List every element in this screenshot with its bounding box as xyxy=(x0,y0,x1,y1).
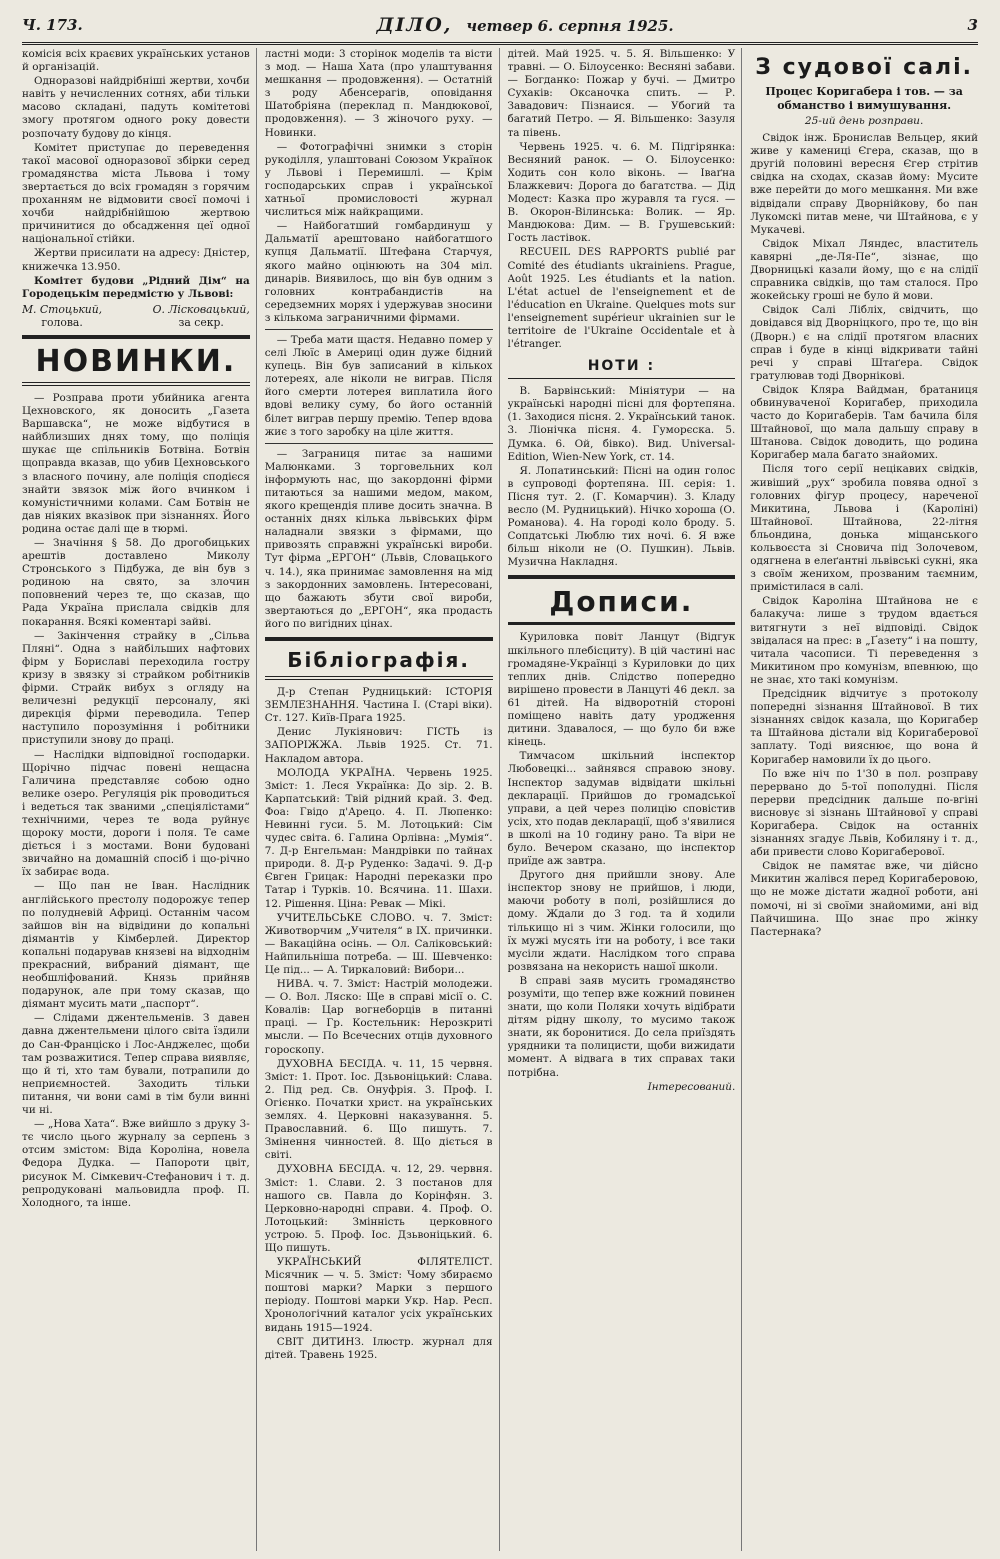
court-paragraph: Після того серії нецікавих свідків, живіший „рух“ зробила повява одної з головних фігур процесу, нареченої Микитина, Львова і (Кароліні) Штайнової. Штайнова, 22-літня бльондина, донька міщанського кольвоєста зі Сновича під Золочевом, одягнена в елеґантні львівські сукні, яка з своїм женихом, прозваним таємним, примістилася в салі. xyxy=(750,463,978,594)
column-2 xyxy=(265,48,500,1551)
bibliography-entry: Д-р Степан Рудницький: ІСТОРІЯ ЗЕМЛЕЗНАННЯ. Частина І. (Старі віки). Ст. 127. Київ-Прага 1925. xyxy=(264,686,493,725)
bibliography-entry: ДУХОВНА БЕСІДА. ч. 12, 29. червня. Зміст: 1. Слави. 2. З постанов для нашого св. Павла до Корінфян. 3. Церковно-народні справи. 4. Проф. О. Лотоцький: Змінність церковного устрою. 5. Проф. Іос. Дзьвоніцький. 6. Що пишуть. xyxy=(264,1163,493,1254)
news-item: — Треба мати щастя. Недавно помер у селі Люїс в Америці один дуже бідний купець. Він був записаний в кількох лотереях, але ніколи не виграв. Після його смерти лотерея виплатила його вдові велику суму, бо його останній білет виграв першу премію. Тепер вдова жиє з того заробку на ціле життя. xyxy=(264,333,493,438)
text-paragraph: RECUEIL DES RAPPORTS publié par Comité des étudiants ukrainiens. Prague, Août 1925. Les étudiants et la nation. L'état actuel de l'enseignement et de l'éducation en Ukraine. Quelques mots sur l'enseignement supérieur ukrainien sur le territoire de l'Ukraine Occidentale et à l'étranger. xyxy=(507,246,736,351)
text-paragraph: комісія всіх краєвих українських установ й організацій. xyxy=(22,48,250,74)
bibliography-entry: НИВА. ч. 7. Зміст: Настрій молодежи. — О. Вол. Ляско: Ще в справі місії о. С. Ковалів: Цар вогнеборців в питанні праці. — Гр. Костельник: Нерозкриті мысли. — По Всечесних отців духовного гороскопу. xyxy=(264,978,493,1056)
news-item: — Заграниця питає за нашими Малюнками. З торговельних кол інформують нас, що закордонні фірми питаються за нашими медом, маком, якого крещендія пливе досить значна. В останніх днях кілька львівських фірм наладнали звязки з фірмами, що привозять справжні українські вироби. Тут фірма „ЕРГОН“ (Львів, Словацького ч. 14.), яка принимає замовлення на мід з закордонних замовлень. Інтересовані, що бажають збути свої вироби, звертаються до „ЕРГОН“, яка продасть його по вигідних цінах. xyxy=(264,447,493,630)
divider xyxy=(265,443,493,444)
signature-role: голова. xyxy=(41,315,83,329)
signature-name: М. Стоцький, xyxy=(22,302,103,316)
masthead-center xyxy=(377,14,674,36)
news-item: — Наслідки відповідної господарки. Щорічно підчас повені нещасна Галичина представляє собою одно велике озеро. Регуляція рік проводиться і ведеться так званими „спеціялістами“ технічними, через те вода руйнує щороку мости, дороги і поля. Те саме діється і з мостами. Вони будовані звичайно на домашній спосіб і що-річно їх забирає вода. xyxy=(22,748,250,879)
text-paragraph: дітей. Май 1925. ч. 5. Я. Вільшенко: У травні. — О. Білоусенко: Весняні забави. — Богданко: Пожар у бучі. — Дмитро Сухаків: Оксаночка спить. — Р. Завадович: Пізнаися. — Убогий та багатий Петро. — Я. Вільшенко: Зазуля та півень. xyxy=(507,48,736,139)
divider xyxy=(265,637,493,641)
text-paragraph: Комітет приступає до переведення такої масової одноразової збірки серед громадянства міста Львова і тому звертається до всіх громадян з горячим проханням не відмовити своєї помочі і хочби найдрібнійшою жертвою причинитися до обсадження цеї одної національної стійки. xyxy=(22,141,250,246)
section-heading-notes: НОТИ : xyxy=(508,357,736,379)
page-number: 3 xyxy=(967,16,978,34)
court-day: 25-ий день розправи. xyxy=(804,115,924,127)
bibliography-entry: УКРАЇНСЬКИЙ ФІЛЯТЕЛІСТ. Місячник — ч. 5. Зміст: Чому збираємо поштові марки? Марки з першого періоду. Поштові марки Укр. Нар. Респ. Хронологічний каталог усіх українських видань 1915—1924. xyxy=(264,1256,493,1334)
news-item: — Слідами джентельменів. З давен давна джентельмени цілого світа їздили до Сан-Франціско і Лос-Анджелес, щоби там розважитися. Тепер справа виявляє, що й ті, хто там бували, потрапили до неприємностей. Заходить тільки питання, чи вони самі в тім були винні чи ні. xyxy=(22,1012,250,1117)
court-paragraph: Свідок Кляра Вайдман, братаниця обвинуваченої Коригабер, приходила часто до Коригаберів. Там бачила біля Штайнової, що мала дальшу справу в Штанова. Свідок доводить, що родина Коригабер мала багато знайомих. xyxy=(750,383,978,462)
text-paragraph: Жертви присилати на адресу: Дністер, книжечка 13.950. xyxy=(22,247,250,273)
report-paragraph: Куриловка повіт Ланцут (Відгук шкільного плебісциту). В цій частині нас громадяне-Українці з Куриловки до цих теплих днів. Слідство попередно вирішено провести в Ланцуті 46 декл. за 61 дітей. На відворотній стороні поміщено навіть дату уродження дитини. Здавалося, — що було би вже кінець. xyxy=(507,631,736,749)
report-paragraph: В справі заяв мусить громадянство розуміти, що тепер вже кожний повинен знати, що коли Поляки хочуть відібрати дітям рідну школу, то мусимо також знати, як боронитися. До села приїздять урядники та полицисти, щоби вижидати момент. А відвага в тих справах таки потрібна. xyxy=(507,974,736,1079)
court-paragraph: Свідок Міхал Ляндес, властитель кавярні „де-Ля-Пе“, зізнає, що Дворницькі казали йому, що є на слідії справника свідків, що там сталося. Про жокейську гроші не було й мови. xyxy=(750,237,978,303)
issue-date: четвер 6. серпня 1925. xyxy=(466,17,674,35)
text-paragraph: ластні моди: 3 сторінок моделів та вісти з мод. — Наша Хата (про улаштування мешкання — продовження). — Остатній з роду Абенсерагів, оповідання Шатобріяна (переклад п. Мандюкової, продовження). — З жіночого руху. — Новинки. xyxy=(264,48,493,139)
column-1 xyxy=(22,48,257,1551)
notes-entry: В. Барвінський: Мініятури — на українські народні пісні для фортепяна. (1. Заходися пісня. 2. Український танок. 3. Ліонічка пісня. 4. Гуморєска. 5. Думка. 6. Ой, бівко). Вид. Universal-Edition, Wien-New York, ст. 14. xyxy=(507,385,736,463)
newspaper-title: ДІЛО, xyxy=(376,14,453,36)
signature-role: за секр. xyxy=(178,315,224,329)
signatures xyxy=(22,303,250,329)
bibliography-entry: МОЛОДА УКРАЇНА. Червень 1925. Зміст: 1. Леся Українка: До зір. 2. В. Карпатський: Твій рідний край. 3. Фед. Фоа: Гвідо д'Арецо. 4. П. Люпенко: Невинні гуси. 5. М. Лотоцький: Сім чудес світа. 6. Галина Орлівна: „Мумія“. 7. Д-р Енгельман: Мандрівки по тайнах природи. 8. Д-р Руденко: Задачі. 9. Д-р Євген Грицак: Народні переказки про Татар і Турків. 10. Всячина. 11. Шахи. 12. Рішення. Ціна: Ревак — Мікі. xyxy=(264,766,493,910)
signature-name: О. Лісковацький, xyxy=(152,302,250,316)
court-paragraph: Свідок не памятає вже, чи дійсно Микитин жалівся перед Коригаберовою, що не може дістати жадної роботи, ані помочі, ні зі своїми знайомими, ані від Пайчишина. Що знає про жінку Пастернака? xyxy=(750,860,978,938)
news-item: — Найбогатший гомбардинуш у Дальматії арештовано найбогатшого купця Дальматії. Штефана Старчуя, якого майно оцінюють на 304 міл. динарів. Виявилось, що він був одним з головних контрабандистів на середземних морях і удержував зносини з кількома заграничними фірмами. xyxy=(264,220,493,324)
column-3 xyxy=(508,48,743,1551)
news-item: — Що пан не Іван. Наслідник англійського престолу подорожує тепер по полудневій Африці. Останнім часом зайшов він на відвідини до копальні діямантів у Кімберлей. Директор копальні подарував князеві на відходнім прекрасний, вибраний діямант, ще необшліфований. Князь прийняв подарунок, але при тому сказав, що діямант мусить мати „паспорт“. xyxy=(22,880,250,1011)
masthead xyxy=(22,8,978,45)
news-item: — „Нова Хата“. Вже вийшло з друку 3-тє число цього журналу за серпень з отсим змістом: Віда Короліна, новела Федора Дудка. — Папороти цвіт, рисунок М. Сімкевич-Стефанович і т. д. репродуковані мальовидла проф. П. Холодного, та інше. xyxy=(22,1118,250,1209)
court-paragraph: Свідок Кароліна Штайнова не є балакуча: лише з трудом вдається витягнути з неї відповіді. Свідок звідалася на прес: в „Ґазету“ і на пошту, читала часописи. Ті переведення з Микитином про комунізм, впевнюю, що не знає, хто такі комунізм. xyxy=(750,595,978,686)
bibliography-entry: СВІТ ДИТИНЗ. Ілюстр. журнал для дітей. Травень 1925. xyxy=(264,1335,493,1361)
divider xyxy=(22,335,250,339)
court-paragraph: Предсідник відчитує з протоколу попередні зізнання Штайнової. В тих зізнаннях свідок казала, що Коригабер та Штайнова дістали від Коригаберової заплату. Тоді вияснює, що вона й Коригабер намовили їх до цього. xyxy=(750,688,978,766)
notes-entry: Я. Лопатинський: Пісні на один голос в супроводі фортепяна. ІІІ. серія: 1. Пісня тут. 2. (Г. Комарчин). 3. Кладу весло (М. Рудницький). Нічко хороша (О. Романова). 4. На городі коло броду. 5. Сопдатські Люблю тих ночі. 6. Я вже більш ніколи не (О. Пушкин). Львів. Музична Накладня. xyxy=(507,464,736,569)
bibliography-entry: ДУХОВНА БЕСІДА. ч. 11, 15 червня. Зміст: 1. Прот. Іос. Дзьвоніцький: Слава. 2. Під ред. Св. Онуфрія. 3. Проф. І. Огієнко. Початки христ. на українських землях. 4. Церковні наказування. 5. Православний. 6. Що пишуть. 7. Змінення чинностей. 8. Що діється в світі. xyxy=(264,1057,493,1162)
text-paragraph: Одноразові найдрібніші жертви, хочби навіть у нечисленних сотнях, аби тільки масово складані, падуть комітетові змогу протягом одного року довести розпочату будову до кінця. xyxy=(22,75,250,140)
column-4 xyxy=(750,48,978,1551)
report-signature: Інтересований. xyxy=(647,1080,736,1093)
news-item: — Розправа проти убийника агента Цехновского, як доносить „Газета Варшавска“, не може відбутися в найблизших днях тому, що поліція шукає ще спільників Ботвіна. Ботвін щоправда вказав, що убив Цехновського з власного почину, але поліція сподієся знайти звязок між його вчинком і комуністичними колами. Сам Ботвін не дав ніяких вказівок при зізнаннях. Його родина остає далі ще в тюрмі. xyxy=(22,391,250,535)
text-paragraph: — Фотографічні знимки з сторін рукоділля, улаштовані Союзом Українок у Львові і Перемишлі. — Крім господарських справ і української хатньої промисловості журнал числиться між найкращими. xyxy=(264,140,493,219)
news-item: — Закінчення страйку в „Сільва Пляні“. Одна з найбільших нафтових фірм у Бориславі переходила гостру кризу в звязку зі страйком робітників фірми. Страйк вибух з огляду на величезні редукції персоналу, які дирекція фірми переводила. Тепер наступило порозуміння і робітники приступили знову до праці. xyxy=(22,629,250,747)
bibliography-entry: УЧИТЕЛЬСЬКЕ СЛОВО. ч. 7. Зміст: Животворчим „Учителя“ в ІХ. причинки. — Вакаційна осінь. — Ол. Саліковський: Найпильніша потреба. — Ш. Шевченко: Це під... — А. Тиркаловий: Вибори... xyxy=(264,911,493,976)
court-paragraph: Свідок Салі Лібліх, свідчить, що довідався від Дворніцкого, про те, що він (Дворн.) є на слідії протягом власних справ і буде в кінці відкривати тайні речі у справі Штаґера. Свідок гратулював тоді Дворнікові. xyxy=(750,304,978,382)
divider xyxy=(508,575,736,579)
signature-2 xyxy=(153,303,250,329)
court-paragraph: По вже ніч по 1'30 в пол. розправу перервано до 5-тої пополудні. Після перерви предсідник дальше по-вгіні висновує зі зізнань Штайнової у справі Коригабера. Свідок на останніх зізнаннях згадує Львів, Кобиляну і т. д., аби привести слово Коригаберової. xyxy=(750,767,978,859)
news-item: — Значіння § 58. До дрогобицьких арештів доставлено Миколу Стронського з Підбужа, де він був з родиною на свято, за злочин поповнений через те, що сказав, що Рада Україна прислала свідків для покарання. Всякі коментарі зайві. xyxy=(22,537,250,628)
columns xyxy=(22,48,978,1551)
issue-number: Ч. 173. xyxy=(22,16,83,34)
court-subtitle: Процес Коригаберa і тов. — за обманство і вимушування. xyxy=(765,85,963,112)
court-paragraph: Свідок інж. Бронислав Вельцер, який живе у камениці Єгера, сказав, що в другій половині вересня Єгер стрітив свідка на сходах, сказав йому: Мусите вже перейти до мого мешкання. Ми вже відвідали справу Дворнійкову, бо пан Лукомскі питав мене, чи Штайнова, є у Мукачеві. xyxy=(750,132,978,236)
section-heading-news: НОВИНКИ. xyxy=(22,345,250,386)
section-heading-bibliography: Бібліографія. xyxy=(265,647,493,680)
committee-line: Комітет будови „Рідний Дім“ на Городецькім передмістю у Львові: xyxy=(22,274,250,300)
report-paragraph: Тимчасом шкільний інспектор Любовецкі... зайнявся справою знову. Інспектор задумав відвідати шкільні декларації. Прийшов до громадської управи, а цей через полицію сповістив усіх, хто подав декларації, щоб з'явилися в школі на 10 годину рано. Та віри не було. Вечером сказано, що інспектор приїде аж завтра. xyxy=(507,750,736,868)
report-paragraph: Другого дня прийшли знову. Але інспектор знову не прийшов, і люди, маючи роботу в полі, розійшлися до дому. Ждали до 3 год. та й ходили тількищо ні з чим. Жінки голосили, що їх мужі мусять іти на роботу, і все таки мусіли ждати. Наслідком того справа розвязана на некористь нашої школи. xyxy=(507,869,736,973)
text-paragraph: Червень 1925. ч. 6. М. Підгірянка: Весняний ранок. — О. Білоусенко: Ходить сон коло віконь. — Іваґна Блажкевич: Дорога до багатства. — Дід Модест: Казка про журавля та гуся. — В. Окорон-Вілинська: Волик. — Яр. Мандюкова: Дим. — В. Грушевський: Гость ластівок. xyxy=(507,140,736,245)
signature-1 xyxy=(22,303,102,329)
section-heading-reports: Дописи. xyxy=(508,585,736,625)
bibliography-entry: Денис Лукіянович: ГІСТЬ із ЗАПОРІЖЖА. Львів 1925. Ст. 71. Накладом автора. xyxy=(264,726,493,765)
divider xyxy=(265,329,493,330)
section-heading-court: З судової салі. xyxy=(755,55,973,80)
